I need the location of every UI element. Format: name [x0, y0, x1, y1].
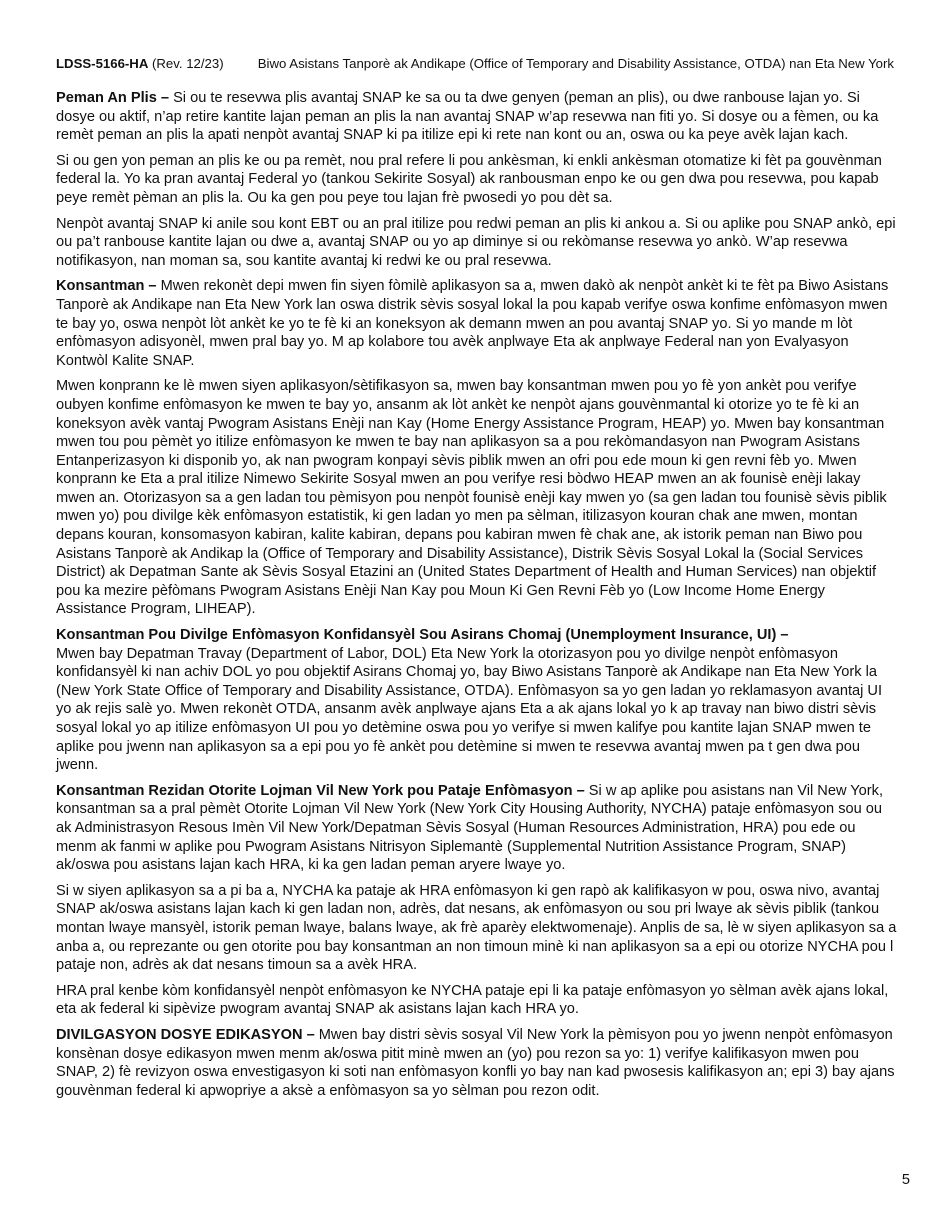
consent-paragraph-1: Konsantman – Mwen rekonèt depi mwen fin siyen fòmilè aplikasyon sa a, mwen dakò ak nenpòt ankèt ki te fèt pa Biwo Asistans Tanporè ak Andikape nan Eta New York lan oswa distrik sèvis sosyal lokal la pou kapab verifye oswa konfime enfòmasyon mwen te bay yo, oswa nenpòt lòt ankèt ke yo te fè ki an koneksyon ak demann mwen an pou avantaj SNAP yo. Si yo mande m lòt enfòmasyon adisyonèl, mwen pral bay yo. M ap kolabore tou avèk anplwaye Eta ak anplwaye Federal nan yon Evalyasyon Kontwòl Kalite SNAP.	[56, 278, 889, 369]
nycha-heading: Konsantman Rezidan Otorite Lojman Vil New York pou Pataje Enfòmasyon –	[56, 782, 585, 799]
consent-paragraph-2: Mwen konprann ke lè mwen siyen aplikasyon/sètifikasyon sa, mwen bay konsantman mwen pou yo fè yon ankèt pou verifye oubyen konfime enfòmasyon ke mwen te bay yo, ansanm ak lòt ankèt ke nenpòt ajans gouvènmantal ki otorize yo te fè ki an koneksyon avèk vantaj Pwogram Asistans Enèji nan Kay (Home Energy Assistance Program, HEAP) yo. Mwen bay konsantman mwen tou pou pèmèt yo itilize enfòmasyon ke mwen te bay nan aplikasyon sa a pou rekòmandasyon nan Pwogram Asistans Entanperizasyon ki disponib yo, ak nan pwogram konpayi sèvis piblik mwen an ofri pou ede moun ki gen revni fèb yo. Mwen konprann ke Eta a pral itilize Nimewo Sekirite Sosyal mwen an pou verifye resi bòdwo HEAP mwen an ak founisè enèji lakay mwen an. Otorizasyon sa a gen ladan tou pèmisyon pou nenpòt founisè enèji kay mwen yo (sa gen ladan tou founisè sèvis piblik mwen yo) pou divilge kèk enfòmasyon estatistik, ki gen ladan yo men pa sèlman, itilizasyon kouran chak ane mwen, montan depans kouran, konsomasyon kabiran, kalite kabiran, depans pou kabiran mwen fè chak ane, ak istorik peman nan Biwo pou Asistans Tanporè ak Andikap la (Office of Temporary and Disability Assistance), Distrik Sèvis Sosyal Lokal la (Social Services District) ak Depatman Sante ak Sèvis Sosyal Etazini an (United States Department of Health and Human Services) nan objektif pou ka mezire pèfòmans Pwogram Asistans Enèji Nan Kay pou Moun Ki Gen Revni Fèb yo (Low Income Home Energy Assistance Program, LIHEAP).	[56, 378, 887, 618]
nycha-paragraph-2: Si w siyen aplikasyon sa a pi ba a, NYCHA ka pataje ak HRA enfòmasyon ki gen rapò ak kalifikasyon w pou, oswa nivo, avantaj SNAP ak/oswa asistans lajan kach ki gen ladan non, adrès, dat nesans, ak enfòmasyon ou sou pri lwaye ak sèvis piblik (tankou montan lwaye mansyèl, istorik peman lwaye, balans lwaye, ak frè aparèy elektwomenaje). Anplis de sa, lè w siyen aplikasyon sa a anba a, ou reprezante ou gen otorite pou bay konsantman an non timoun minè ki nan aplikasyon sa a epi ou otorize NYCHA pou l pataje non, adrès ak dat nesans timoun sa a avèk HRA.	[56, 882, 897, 974]
page-number: 5	[901, 1172, 910, 1188]
education-paragraph: DIVILGASYON DOSYE EDIKASYON – Mwen bay distri sèvis sosyal Vil New York la pèmisyon pou yo jwenn nenpòt enfòmasyon konsènan dosye edikasyon mwen menm ak/oswa pitit minè mwen an (yo) pou rezon sa yo: 1) verifye kalifikasyon mwen pou SNAP, 2) fè revizyon oswa envestigasyon ki soti nan enfòmasyon konfli yo bay nan kad pwosesis kalifikasyon an; epi 3) bay ajans gouvènman federal ki apwopriye a aksè a enfòmasyon sa yo sèlman pou rezon odit.	[56, 1026, 895, 1099]
consent-heading: Konsantman –	[56, 278, 157, 295]
ui-consent-heading: Konsantman Pou Divilge Enfòmasyon Konfidansyèl Sou Asirans Chomaj (Unemployment Insurance, UI) –	[56, 627, 789, 644]
overpayment-paragraph-3: Nenpòt avantaj SNAP ki anile sou kont EBT ou an pral itilize pou redwi peman an plis ki ankou a. Si ou aplike pou SNAP ankò, epi ou pa’t ranbouse kantite lajan ou dwe a, avantaj SNAP ou yo ap diminye si ou rekòmanse resevwa yo ankò. W’ap resevwa notifikasyon, nan moman sa, sou kantite avantaj ki redwi ke ou pral resevwa.	[56, 215, 896, 269]
overpayment-paragraph-2: Si ou gen yon peman an plis ke ou pa remèt, nou pral refere li pou ankèsman, ki enkli ankèsman otomatize ki fèt pa gouvènman federal la. Yo ka pran avantaj Federal yo (tankou Sekirite Sosyal) ak ranbousman enpo ke ou gen dwa pou resevwa, pou kapab peye remèt pèman an plis la. Ou ka gen pou peye tou lajan frè pwosedi yo pou dèt sa.	[56, 152, 882, 206]
education-heading: DIVILGASYON DOSYE EDIKASYON –	[56, 1026, 315, 1043]
page-body	[56, 89, 898, 1107]
overpayment-heading: Peman An Plis –	[56, 90, 170, 106]
agency-name: Biwo Asistans Tanporè ak Andikape (Office of Temporary and Disability Assistance, OTDA) nan Eta New York	[257, 56, 894, 71]
page-header	[56, 56, 894, 72]
ui-consent-paragraph: Konsantman Pou Divilge Enfòmasyon Konfidansyèl Sou Asirans Chomaj (Unemployment Insurance, UI) – Mwen bay Depatman Travay (Department of Labor, DOL) Eta New York la otorizasyon pou yo divilge nenpòt enfòmasyon konfidansyèl ki nan achiv DOL yo pou objektif Asirans Chomaj yo, bay Biwo Asistans Tanporè ak Andikape nan Eta New York la (New York State Office of Temporary and Disability Assistance, OTDA). Enfòmasyon sa yo gen ladan yo reklamasyon avantaj UI yo ak rejis salè yo. Mwen rekonèt OTDA, ansanm avèk anplwaye ajans Eta a ak ajans lokal yo k ap travay nan biwo distri sèvis sosyal lokal yo ap itilize enfòmasyon UI pou yo detèmine oswa pou yo verifye si mwen kalifye pou kantite lajan SNAP mwen te aplike pou jwenn nan aplikasyon sa a epi pou yo fè ankèt pou detèmine si mwen te resevwa avantaj mwen pa t gen dwa pou jwenn.	[56, 627, 883, 774]
nycha-paragraph-1: Konsantman Rezidan Otorite Lojman Vil New York pou Pataje Enfòmasyon – Si w ap aplike pou asistans nan Vil New York, konsantman sa a pral pèmèt Otorite Lojman Vil New York (New York City Housing Authority, NYCHA) pataje enfòmasyon sou ou ak Administrasyon Resous Imèn Vil New York/Depatman Sèvis Sosyal (Human Resources Administration, HRA) pou ede ou menm ak fanmi w aplike pou Pwogram Asistans Nitrisyon Siplemantè (Supplemental Nutrition Assistance Program, SNAP) ak/oswa pou asistans lajan kach HRA, ki ka gen ladan peman aryere lwaye yo.	[56, 782, 884, 874]
form-id: LDSS-5166-HA	[56, 56, 149, 71]
form-revision: (Rev. 12/23)	[148, 56, 224, 71]
nycha-paragraph-3: HRA pral kenbe kòm konfidansyèl nenpòt enfòmasyon ke NYCHA pataje epi li ka pataje enfòmasyon yo sèlman avèk ajans lokal, eta ak federal ki sipèvize pwogram avantaj SNAP ak asistans lajan kach HRA yo.	[56, 982, 889, 1018]
overpayment-paragraph-1: Peman An Plis – Si ou te resevwa plis avantaj SNAP ke sa ou ta dwe genyen (peman an plis), ou dwe ranbouse lajan yo. Si dosye ou aktif, n’ap retire kantite lajan peman an plis la nan avantaj SNAP w’ap resevwa nan fiti yo. Si dosye ou a fèmen, ou ka remèt peman an plis la apati nenpòt avantaj SNAP ki pa itilize epi ki rete nan kont ou an, oswa ou ka peye avèk lajan kach.	[56, 90, 879, 144]
